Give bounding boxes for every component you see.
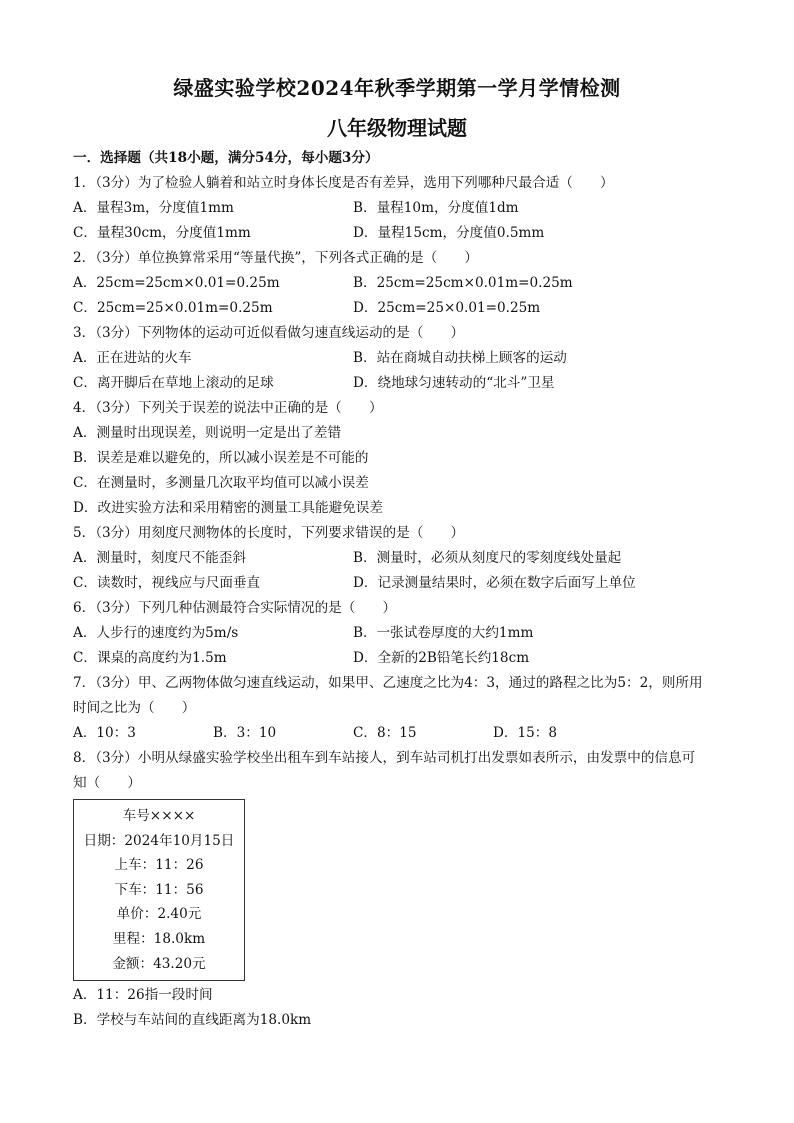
question-5-options-row-1 (73, 546, 733, 571)
question-7-option-a: A．10：3 (73, 725, 136, 741)
question-7-option-c: C．8：15 (353, 725, 417, 741)
question-7-options-row (73, 721, 733, 746)
question-5-option-c: C．读数时，视线应与尺面垂直 (73, 575, 261, 591)
question-3-option-b: B．站在商城自动扶梯上顾客的运动 (353, 350, 567, 366)
question-6-options-row-1 (73, 621, 733, 646)
question-8-option-a: A．11：26指一段时间 (73, 987, 213, 1004)
question-4-option-a: A．测量时出现误差，则说明一定是出了差错 (73, 425, 342, 441)
invoice-unit-price: 单价：2.40元 (116, 906, 202, 923)
question-1-options-row-2 (73, 221, 733, 246)
taxi-invoice (73, 799, 245, 981)
question-5-option-d: D．记录测量结果时，必须在数字后面写上单位 (353, 575, 636, 591)
question-6-option-c: C．课桌的高度约为1.5m (73, 650, 227, 666)
question-7-option-b: B．3：10 (213, 725, 277, 741)
question-1-option-d: D．量程15cm，分度值0.5mm (353, 225, 545, 241)
invoice-car-number: 车号×××× (122, 808, 196, 824)
question-2-option-a: A．25cm=25cm×0.01=0.25m (73, 275, 280, 291)
invoice-date: 日期：2024年10月15日 (83, 832, 235, 849)
question-1-option-c: C．量程30cm，分度值1mm (73, 225, 251, 241)
invoice-alighting-time: 下车：11：56 (114, 881, 204, 898)
question-5-option-a: A．测量时，刻度尺不能歪斜 (73, 550, 246, 566)
question-3-option-a: A．正在进站的火车 (73, 350, 192, 366)
question-2-stem: 2．（3分）单位换算常采用“等量代换”，下列各式正确的是（ ） (73, 250, 479, 266)
section-heading: 一．选择题（共18小题，满分54分，每小题3分） (73, 150, 379, 166)
question-6-option-b: B．一张试卷厚度的大约1mm (353, 625, 534, 641)
question-6-option-a: A．人步行的速度约为5m/s (73, 625, 239, 641)
question-1-option-a: A．量程3m，分度值1mm (73, 200, 234, 216)
question-3-options-row-2 (73, 371, 733, 396)
question-3-stem: 3．（3分）下列物体的运动可近似看做匀速直线运动的是（ ） (73, 325, 465, 341)
question-6-stem: 6．（3分）下列几种估测最符合实际情况的是（ ） (73, 600, 397, 616)
question-5-options-row-2 (73, 571, 733, 596)
question-2-option-d: D．25cm=25×0.01=0.25m (353, 300, 541, 316)
question-2-options-row-2 (73, 296, 733, 321)
exam-content (73, 146, 733, 1033)
question-5-stem: 5．（3分）用刻度尺测物体的长度时，下列要求错误的是（ ） (73, 525, 465, 541)
question-7-option-d: D．15：8 (493, 725, 558, 741)
invoice-distance: 里程：18.0km (112, 930, 206, 947)
exam-title: 绿盛实验学校2024年秋季学期第一学月学情检测 (173, 76, 621, 100)
question-8-stem-line-2: 知（ ） (73, 775, 141, 791)
question-4-stem: 4．（3分）下列关于误差的说法中正确的是（ ） (73, 400, 383, 416)
question-8-option-b: B．学校与车站间的直线距离为18.0km (73, 1012, 312, 1029)
question-2-option-b: B．25cm=25cm×0.01m=0.25m (353, 275, 573, 291)
question-3-option-d: D．绕地球匀速转动的“北斗”卫星 (353, 375, 555, 391)
invoice-amount: 金额：43.20元 (112, 955, 206, 972)
question-8-stem-line-1: 8．（3分）小明从绿盛实验学校坐出租车到车站接人，到车站司机打出发票如表所示，由发票中的信息可 (73, 750, 696, 766)
exam-subtitle: 八年级物理试题 (327, 116, 467, 140)
question-6-options-row-2 (73, 646, 733, 671)
question-1-option-b: B．量程10m，分度值1dm (353, 200, 519, 216)
question-3-options-row-1 (73, 346, 733, 371)
question-7-stem-line-2: 时间之比为（ ） (73, 700, 196, 716)
question-4-option-d: D．改进实验方法和采用精密的测量工具能避免误差 (73, 500, 383, 516)
question-1-options-row-1 (73, 196, 733, 221)
question-2-options-row-1 (73, 271, 733, 296)
question-7-stem-line-1: 7．（3分）甲、乙两物体做匀速直线运动，如果甲、乙速度之比为4：3，通过的路程之比为5：2，则所用 (73, 675, 703, 691)
question-3-option-c: C．离开脚后在草地上滚动的足球 (73, 375, 274, 391)
question-2-option-c: C．25cm=25×0.01m=0.25m (73, 300, 273, 316)
question-6-option-d: D．全新的2B铅笔长约18cm (353, 650, 530, 666)
question-5-option-b: B．测量时，必须从刻度尺的零刻度线处量起 (353, 550, 622, 566)
invoice-boarding-time: 上车：11：26 (114, 857, 204, 874)
question-4-option-c: C．在测量时，多测量几次取平均值可以减小误差 (73, 475, 369, 491)
question-1-stem: 1．（3分）为了检验人躺着和站立时身体长度是否有差异，选用下列哪种尺最合适（ ） (73, 175, 614, 191)
question-4-option-b: B．误差是难以避免的，所以减小误差是不可能的 (73, 450, 369, 466)
